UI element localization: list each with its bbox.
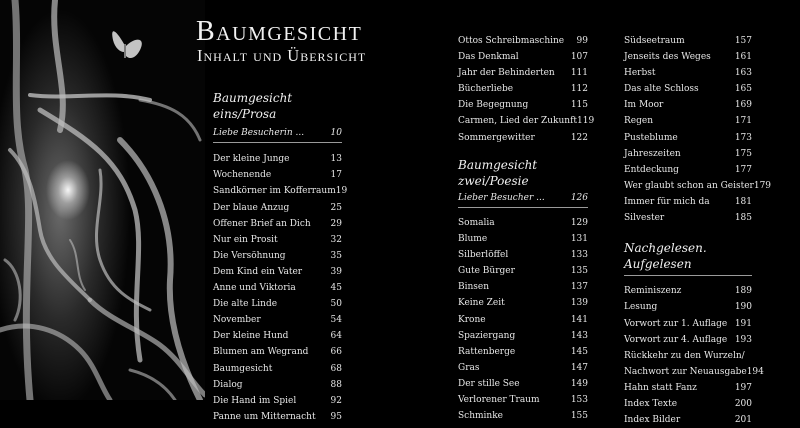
- toc-entry[interactable]: Vorwort zur 4. Auflage 193: [624, 334, 752, 345]
- toc-entry[interactable]: Im Moor 169: [624, 100, 752, 111]
- toc-list: [458, 215, 588, 424]
- toc-entry[interactable]: Herbst 163: [624, 68, 752, 79]
- section-heading: Nachgelesen. Aufgelesen: [624, 241, 707, 272]
- toc-column-1: [213, 90, 348, 425]
- toc-entry[interactable]: Dem Kind ein Vater 39: [213, 266, 342, 277]
- toc-entry[interactable]: Index Bilder 201: [624, 415, 752, 426]
- toc-entry-lead[interactable]: Liebe Besucherin ... 10: [213, 128, 342, 139]
- toc-entry[interactable]: Der kleine Hund 64: [213, 331, 342, 342]
- toc-entry[interactable]: Index Texte 200: [624, 398, 752, 409]
- toc-entry[interactable]: Sandkörner im Kofferraum 19: [213, 186, 348, 197]
- section-heading: Baumgesicht eins/Prosa: [213, 91, 293, 122]
- toc-entry[interactable]: Wochenende 17: [213, 170, 342, 181]
- toc-entry[interactable]: Der kleine Junge 13: [213, 154, 342, 165]
- toc-entry[interactable]: Regen 171: [624, 116, 752, 127]
- toc-entry[interactable]: Hahn statt Fanz 197: [624, 382, 752, 393]
- toc-entry-lead[interactable]: Lieber Besucher ... 126: [458, 192, 588, 203]
- toc-entry[interactable]: Binsen 137: [458, 282, 588, 293]
- toc-entry[interactable]: Spaziergang 143: [458, 330, 588, 341]
- toc-entry[interactable]: Blume 131: [458, 234, 588, 245]
- toc-entry[interactable]: Carmen, Lied der Zukunft 119: [458, 116, 595, 127]
- toc-entry[interactable]: Nur ein Prosit 32: [213, 234, 342, 245]
- toc-entry[interactable]: Dialog 88: [213, 379, 342, 390]
- toc-entry[interactable]: Offener Brief an Dich 29: [213, 218, 342, 229]
- toc-entry[interactable]: Panne um Mitternacht 95: [213, 411, 342, 422]
- toc-entry[interactable]: Jahreszeiten 175: [624, 148, 752, 159]
- toc-column-2: [458, 33, 595, 424]
- toc-entry[interactable]: Blumen am Wegrand 66: [213, 347, 342, 358]
- toc-entry[interactable]: Rückkehr zu den Wurzeln/: [624, 350, 745, 361]
- toc-entry[interactable]: Südseetraum 157: [624, 36, 752, 46]
- toc-entry[interactable]: Silvester 185: [624, 213, 752, 224]
- toc-entry[interactable]: Entdeckung 177: [624, 164, 752, 175]
- toc-entry[interactable]: Die Hand im Spiel 92: [213, 395, 342, 406]
- tree-roots-illustration: [0, 0, 205, 400]
- toc-entry[interactable]: Anne und Viktoria 45: [213, 283, 342, 294]
- toc-entry[interactable]: Die alte Linde 50: [213, 299, 342, 310]
- toc-entry[interactable]: Krone 141: [458, 314, 588, 325]
- toc-list: [213, 151, 348, 425]
- toc-entry[interactable]: Die Versöhnung 35: [213, 250, 342, 261]
- toc-entry[interactable]: Lesung 190: [624, 302, 752, 313]
- toc-entry[interactable]: November 54: [213, 315, 342, 326]
- toc-column-3: [624, 33, 772, 428]
- toc-entry[interactable]: Jenseits des Weges 161: [624, 52, 752, 63]
- toc-entry[interactable]: Nachwort zur Neuausgabe 194: [624, 366, 764, 377]
- toc-list: [624, 283, 764, 428]
- toc-entry[interactable]: Der stille See 149: [458, 378, 588, 389]
- toc-entry[interactable]: Der blaue Anzug 25: [213, 202, 342, 213]
- section-heading: Baumgesicht zwei/Poesie: [458, 157, 538, 188]
- butterfly-icon: [112, 31, 142, 58]
- toc-entry[interactable]: Das Denkmal 107: [458, 52, 588, 63]
- toc-entry[interactable]: Silberlöffel 133: [458, 250, 588, 261]
- toc-list: [624, 33, 772, 226]
- toc-entry[interactable]: Gras 147: [458, 362, 588, 373]
- toc-entry[interactable]: Wer glaubt schon an Geister 179: [624, 180, 772, 191]
- toc-entry[interactable]: Reminiszenz 189: [624, 286, 752, 297]
- book-title: Baumgesicht: [196, 16, 363, 47]
- toc-entry[interactable]: Keine Zeit 139: [458, 298, 588, 309]
- toc-entry[interactable]: Somalia 129: [458, 217, 588, 228]
- toc-entry[interactable]: Schminke 155: [458, 411, 588, 422]
- toc-list: [458, 33, 595, 146]
- contents-subtitle: Inhalt und Übersicht: [197, 46, 367, 65]
- toc-entry[interactable]: Immer für mich da 181: [624, 196, 752, 207]
- toc-entry[interactable]: Baumgesicht 68: [213, 363, 342, 374]
- toc-entry[interactable]: Das alte Schloss 165: [624, 84, 752, 95]
- toc-entry[interactable]: Vorwort zur 1. Auflage 191: [624, 318, 752, 329]
- toc-entry[interactable]: Ottos Schreibmaschine 99: [458, 36, 588, 46]
- toc-entry[interactable]: Die Begegnung 115: [458, 100, 588, 111]
- toc-entry[interactable]: Verlorener Traum 153: [458, 394, 588, 405]
- toc-entry[interactable]: Jahr der Behinderten 111: [458, 68, 588, 79]
- toc-entry[interactable]: Rattenberge 145: [458, 346, 588, 357]
- toc-entry[interactable]: Sommergewitter 122: [458, 132, 588, 143]
- toc-entry[interactable]: Pusteblume 173: [624, 132, 752, 143]
- tree-face-artwork: [0, 0, 205, 400]
- toc-entry[interactable]: Bücherliebe 112: [458, 84, 588, 95]
- toc-entry[interactable]: Gute Bürger 135: [458, 266, 588, 277]
